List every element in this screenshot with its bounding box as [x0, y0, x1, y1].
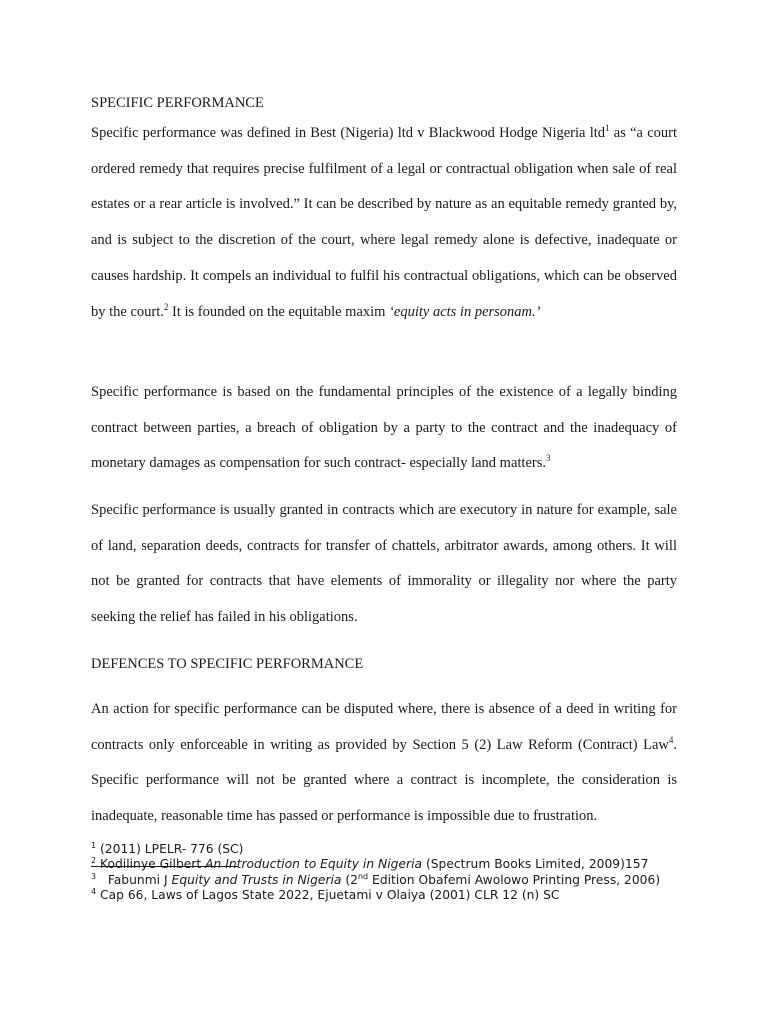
paragraph-principles	[91, 375, 677, 482]
paragraph-executory-contracts: Specific performance is usually granted in contracts which are executory in nature for example, sale of land, separation deeds, contracts for transfer of chattels, arbitrator awards, among others. It will not be granted for contracts that have elements of immorality or illegality nor where the party seeking the relief has failed in his obligations.	[91, 502, 677, 626]
footnote-2	[91, 857, 648, 872]
footnote-text: (2011) LPELR- 776 (SC)	[96, 842, 244, 856]
footnote-ref-4[interactable]: 4	[668, 734, 674, 745]
paragraph-definition	[91, 116, 677, 330]
footnote-text: Fabunmi J	[96, 873, 172, 887]
heading-specific-performance: SPECIFIC PERFORMANCE	[91, 95, 264, 111]
footnote-ref-1[interactable]: 1	[605, 123, 610, 134]
footnote-book-title: An Introduction to Equity in Nigeria	[205, 857, 423, 871]
footnote-text: (Spectrum Books Limited, 2009)157	[422, 857, 649, 871]
footnote-book-title: Equity and Trusts in Nigeria	[171, 873, 342, 887]
footnote-1	[91, 842, 243, 857]
heading-defences: DEFENCES TO SPECIFIC PERFORMANCE	[91, 656, 364, 672]
paragraph-text: It is founded on the equitable maxim	[168, 303, 390, 320]
paragraph-text: Specific performance was defined in Best (Nigeria) ltd v Blackwood Hodge Nigeria ltd	[91, 125, 606, 141]
footnote-text: Cap 66, Laws of Lagos State 2022, Ejuetami v Olaiya (2001) CLR 12 (n) SC	[96, 888, 560, 902]
footnote-text: Kodilinye Gilbert	[96, 857, 206, 871]
footnote-text: (2	[341, 873, 358, 887]
maxim-italic: ‘equity acts in personam.’	[389, 303, 541, 320]
paragraph-text: . Specific performance will not be granted where a contract is incomplete, the consideration is inadequate, reasonable time has passed or performance is impossible due to frustration.	[91, 736, 677, 825]
footnote-3	[91, 873, 660, 888]
paragraph-text: Specific performance is based on the fundamental principles of the existence of a legally binding contract between parties, a breach of obligation by a party to the contract and the inadequacy of monetary damages as compensation for such contract- especially land matters.	[91, 384, 677, 472]
footnote-mark: 1	[91, 840, 97, 850]
footnote-mark: 4	[91, 886, 97, 896]
footnote-mark: 2	[91, 855, 97, 865]
footnote-mark: 3	[91, 871, 97, 881]
footnote-ref-2[interactable]: 2	[163, 301, 169, 312]
footnote-ref-3[interactable]: 3	[545, 453, 551, 464]
paragraph-text: An action for specific performance can be disputed where, there is absence of a deed in writing for contracts only enforceable in writing as provided by Section 5 (2) Law Reform (Contract) Law	[91, 701, 677, 753]
paragraph-text: as “a court ordered remedy that requires precise fulfilment of a legal or contractual obligation when sale of real estates or a rear article is involved.” It can be described by nature as an equitable remedy granted by, and is subject to the discretion of the court, where legal remedy alone is defective, inadequate or causes hardship. It compels an individual to fulfil his contractual obligations, which can be observed by the court.	[91, 125, 678, 320]
footnote-ordinal: nd	[357, 871, 369, 881]
footnote-text: Edition Obafemi Awolowo Printing Press, 2006)	[368, 873, 661, 887]
footnote-4	[91, 888, 560, 903]
paragraph-defences	[91, 692, 677, 835]
